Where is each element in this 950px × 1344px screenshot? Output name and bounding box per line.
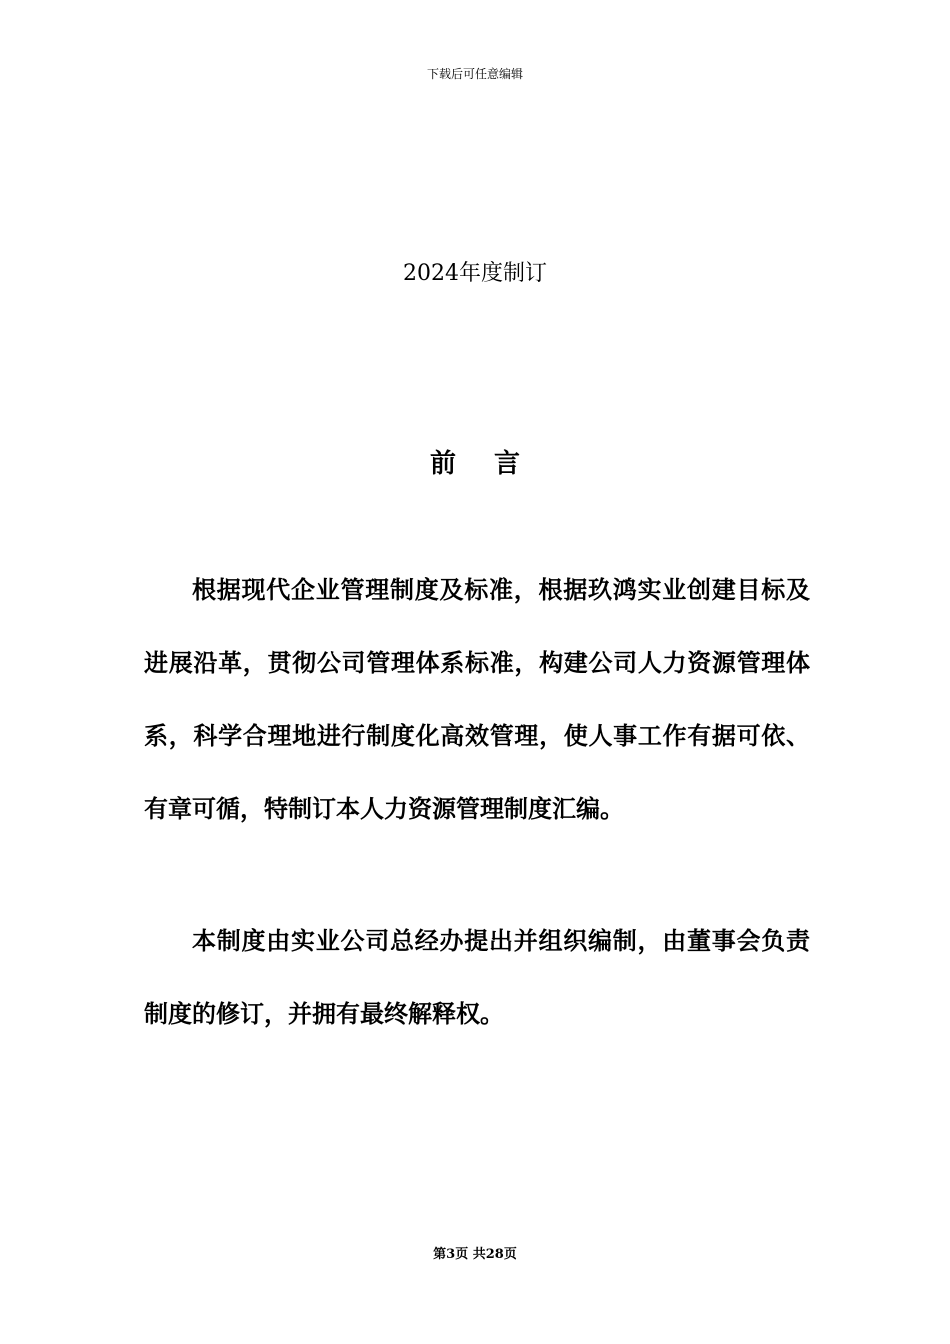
page-header-note: 下载后可任意编辑	[426, 67, 523, 81]
body-paragraph: 本制度由实业公司总经办提出并组织编制，由董事会负责制度的修订，并拥有最终解释权。	[144, 926, 810, 1028]
body-paragraph: 根据现代企业管理制度及标准，根据玖鸿实业创建目标及进展沿革，贯彻公司管理体系标准，构建公司人力资源管理体系，科学合理地进行制度化高效管理，使人事工作有据可依、有章可循，特制订本人力资源管理制度汇编。	[144, 575, 810, 823]
page-footer-number: 第3页 共28页	[433, 1247, 517, 1262]
year-title: 2024年度制订	[403, 261, 547, 286]
preface-heading: 前言	[429, 449, 558, 479]
